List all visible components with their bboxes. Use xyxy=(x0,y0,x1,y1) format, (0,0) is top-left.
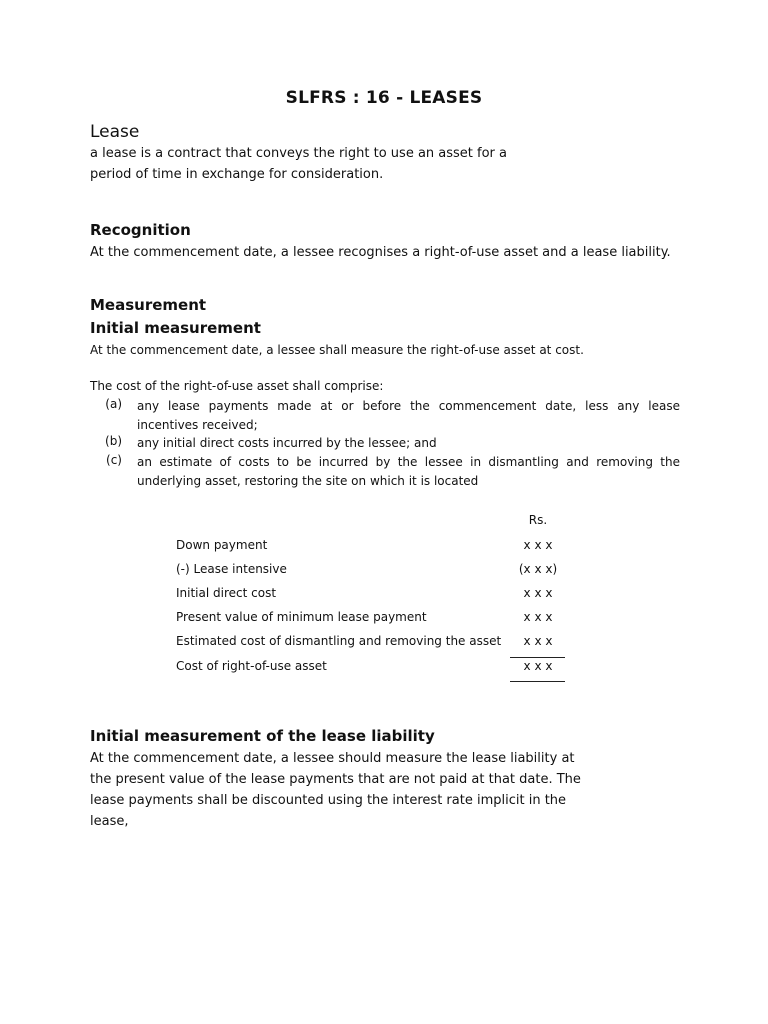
page-title: SLFRS : 16 - LEASES xyxy=(285,88,483,108)
currency-header: Rs. xyxy=(528,513,548,527)
total-value: x x x xyxy=(523,659,553,673)
measurement-heading: Measurement xyxy=(90,296,207,314)
table-row-value: x x x xyxy=(523,538,553,552)
list-marker: (a) xyxy=(105,397,122,411)
liability-line-4: lease, xyxy=(90,814,129,829)
list-item: any lease payments made at or before the commencement date, less any lease incentives received; xyxy=(137,399,680,432)
table-row-value: (x x x) xyxy=(518,562,558,576)
table-row-label: Estimated cost of dismantling and removing the asset xyxy=(176,634,502,648)
lease-definition-line-2: period of time in exchange for consideration. xyxy=(90,167,384,182)
liability-line-2: the present value of the lease payments that are not paid at that date. The xyxy=(90,772,581,787)
table-row-label: (-) Lease intensive xyxy=(176,562,287,576)
cost-intro: The cost of the right-of-use asset shall comprise: xyxy=(90,379,384,393)
list-item: an estimate of costs to be incurred by the lessee in dismantling and removing the underlying asset, restoring the site on which it is located xyxy=(137,455,680,488)
liability-heading: Initial measurement of the lease liability xyxy=(90,727,435,745)
list-marker: (c) xyxy=(106,453,122,467)
liability-line-3: lease payments shall be discounted using the interest rate implicit in the xyxy=(90,793,567,808)
list-item: any initial direct costs incurred by the lessee; and xyxy=(137,436,437,450)
lease-definition-line-1: a lease is a contract that conveys the right to use an asset for a xyxy=(90,146,508,161)
table-row-label: Down payment xyxy=(176,538,268,552)
table-row-label: Present value of minimum lease payment xyxy=(176,610,427,624)
table-row-value: x x x xyxy=(523,586,553,600)
table-row-value: x x x xyxy=(523,634,553,648)
recognition-text: At the commencement date, a lessee recognises a right-of-use asset and a lease liability. xyxy=(90,245,671,260)
subtotal-rule xyxy=(510,657,565,658)
initial-measurement-heading: Initial measurement xyxy=(90,319,261,337)
lease-heading: Lease xyxy=(90,122,140,142)
table-row-label: Initial direct cost xyxy=(176,586,277,600)
liability-line-1: At the commencement date, a lessee should measure the lease liability at xyxy=(90,751,575,766)
list-marker: (b) xyxy=(105,434,122,448)
recognition-heading: Recognition xyxy=(90,221,191,239)
total-rule xyxy=(510,681,565,682)
measurement-text: At the commencement date, a lessee shall measure the right-of-use asset at cost. xyxy=(90,343,584,357)
table-row-value: x x x xyxy=(523,610,553,624)
total-label: Cost of right-of-use asset xyxy=(176,659,327,673)
